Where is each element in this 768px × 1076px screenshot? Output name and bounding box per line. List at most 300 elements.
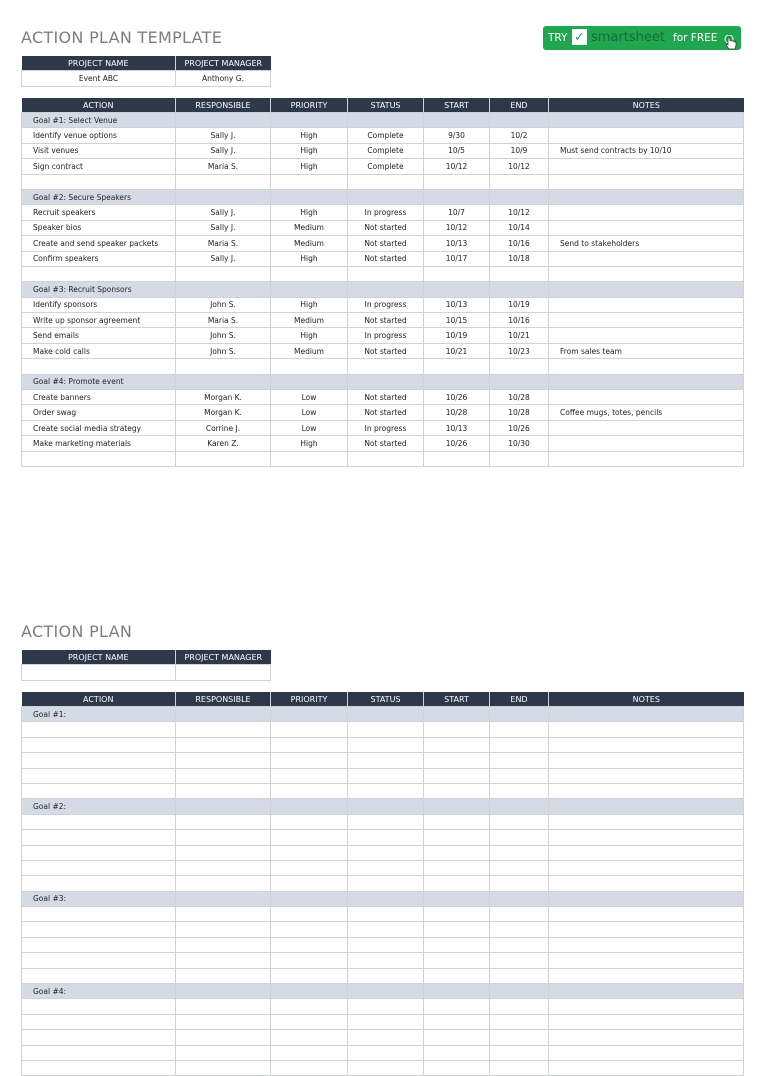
empty-cell[interactable] xyxy=(176,1014,271,1029)
goal-cell[interactable] xyxy=(424,374,490,389)
empty-cell[interactable] xyxy=(271,999,348,1014)
empty-cell[interactable] xyxy=(490,266,549,281)
status-cell[interactable]: Not started xyxy=(348,343,424,358)
empty-cell[interactable] xyxy=(549,359,744,374)
responsible-cell[interactable]: Sally J. xyxy=(176,205,271,220)
responsible-cell[interactable]: John S. xyxy=(176,297,271,312)
goal-cell[interactable] xyxy=(549,374,744,389)
empty-cell[interactable] xyxy=(490,768,549,783)
empty-cell[interactable] xyxy=(424,814,490,829)
empty-cell[interactable] xyxy=(22,722,176,737)
end-cell[interactable]: 10/19 xyxy=(490,297,549,312)
empty-cell[interactable] xyxy=(176,876,271,891)
goal-cell[interactable] xyxy=(424,707,490,722)
empty-cell[interactable] xyxy=(176,783,271,798)
notes-cell[interactable] xyxy=(549,220,744,235)
start-cell[interactable]: 10/26 xyxy=(424,390,490,405)
empty-cell[interactable] xyxy=(271,922,348,937)
empty-cell[interactable] xyxy=(549,937,744,952)
empty-cell[interactable] xyxy=(271,1045,348,1060)
empty-cell[interactable] xyxy=(176,722,271,737)
goal-cell[interactable] xyxy=(271,707,348,722)
goal-cell[interactable] xyxy=(176,984,271,999)
notes-cell[interactable] xyxy=(549,436,744,451)
end-cell[interactable]: 10/28 xyxy=(490,390,549,405)
empty-cell[interactable] xyxy=(271,876,348,891)
empty-cell[interactable] xyxy=(176,359,271,374)
project-manager-value[interactable]: Anthony G. xyxy=(176,71,271,87)
start-cell[interactable]: 10/7 xyxy=(424,205,490,220)
status-cell[interactable]: Not started xyxy=(348,251,424,266)
empty-cell[interactable] xyxy=(271,174,348,189)
empty-cell[interactable] xyxy=(271,737,348,752)
goal-cell[interactable] xyxy=(348,113,424,128)
end-cell[interactable]: 10/12 xyxy=(490,159,549,174)
action-cell[interactable]: Make marketing materials xyxy=(22,436,176,451)
start-cell[interactable]: 10/28 xyxy=(424,405,490,420)
goal-cell[interactable] xyxy=(271,374,348,389)
notes-cell[interactable] xyxy=(549,128,744,143)
empty-cell[interactable] xyxy=(348,1060,424,1075)
empty-cell[interactable] xyxy=(424,1014,490,1029)
start-cell[interactable]: 10/17 xyxy=(424,251,490,266)
empty-cell[interactable] xyxy=(22,768,176,783)
empty-cell[interactable] xyxy=(424,722,490,737)
goal-title[interactable]: Goal #3: xyxy=(22,891,176,906)
empty-cell[interactable] xyxy=(271,359,348,374)
empty-cell[interactable] xyxy=(271,1060,348,1075)
priority-cell[interactable]: High xyxy=(271,328,348,343)
goal-cell[interactable] xyxy=(271,799,348,814)
start-cell[interactable]: 10/13 xyxy=(424,236,490,251)
empty-cell[interactable] xyxy=(424,830,490,845)
priority-cell[interactable]: Low xyxy=(271,405,348,420)
empty-cell[interactable] xyxy=(176,1030,271,1045)
empty-cell[interactable] xyxy=(22,907,176,922)
goal-cell[interactable] xyxy=(271,984,348,999)
empty-cell[interactable] xyxy=(22,753,176,768)
blank-project-manager-value[interactable] xyxy=(176,665,271,681)
empty-cell[interactable] xyxy=(490,1014,549,1029)
empty-cell[interactable] xyxy=(271,783,348,798)
goal-cell[interactable] xyxy=(490,374,549,389)
empty-cell[interactable] xyxy=(176,768,271,783)
empty-cell[interactable] xyxy=(490,922,549,937)
empty-cell[interactable] xyxy=(22,876,176,891)
empty-cell[interactable] xyxy=(490,860,549,875)
empty-cell[interactable] xyxy=(22,937,176,952)
priority-cell[interactable]: Low xyxy=(271,390,348,405)
empty-cell[interactable] xyxy=(22,266,176,281)
empty-cell[interactable] xyxy=(490,783,549,798)
empty-cell[interactable] xyxy=(271,937,348,952)
priority-cell[interactable]: Medium xyxy=(271,236,348,251)
goal-cell[interactable] xyxy=(176,282,271,297)
goal-cell[interactable] xyxy=(348,984,424,999)
goal-title[interactable]: Goal #3: Recruit Sponsors xyxy=(22,282,176,297)
empty-cell[interactable] xyxy=(424,753,490,768)
action-cell[interactable]: Confirm speakers xyxy=(22,251,176,266)
empty-cell[interactable] xyxy=(424,737,490,752)
notes-cell[interactable]: From sales team xyxy=(549,343,744,358)
status-cell[interactable]: Complete xyxy=(348,159,424,174)
empty-cell[interactable] xyxy=(549,814,744,829)
goal-cell[interactable] xyxy=(271,282,348,297)
empty-cell[interactable] xyxy=(22,783,176,798)
notes-cell[interactable] xyxy=(549,390,744,405)
start-cell[interactable]: 10/12 xyxy=(424,159,490,174)
goal-title[interactable]: Goal #2: xyxy=(22,799,176,814)
goal-cell[interactable] xyxy=(549,984,744,999)
action-cell[interactable]: Recruit speakers xyxy=(22,205,176,220)
priority-cell[interactable]: Medium xyxy=(271,313,348,328)
status-cell[interactable]: Not started xyxy=(348,220,424,235)
empty-cell[interactable] xyxy=(348,922,424,937)
empty-cell[interactable] xyxy=(176,907,271,922)
start-cell[interactable]: 9/30 xyxy=(424,128,490,143)
empty-cell[interactable] xyxy=(549,860,744,875)
empty-cell[interactable] xyxy=(490,830,549,845)
start-cell[interactable]: 10/13 xyxy=(424,420,490,435)
empty-cell[interactable] xyxy=(348,860,424,875)
goal-cell[interactable] xyxy=(490,113,549,128)
priority-cell[interactable]: High xyxy=(271,159,348,174)
empty-cell[interactable] xyxy=(271,451,348,466)
empty-cell[interactable] xyxy=(22,953,176,968)
empty-cell[interactable] xyxy=(549,922,744,937)
start-cell[interactable]: 10/13 xyxy=(424,297,490,312)
empty-cell[interactable] xyxy=(549,907,744,922)
blank-project-name-value[interactable] xyxy=(22,665,176,681)
empty-cell[interactable] xyxy=(176,1060,271,1075)
empty-cell[interactable] xyxy=(549,876,744,891)
goal-cell[interactable] xyxy=(271,891,348,906)
empty-cell[interactable] xyxy=(348,814,424,829)
notes-cell[interactable] xyxy=(549,420,744,435)
empty-cell[interactable] xyxy=(176,753,271,768)
goal-cell[interactable] xyxy=(549,891,744,906)
action-cell[interactable]: Create banners xyxy=(22,390,176,405)
empty-cell[interactable] xyxy=(424,1030,490,1045)
goal-cell[interactable] xyxy=(176,707,271,722)
empty-cell[interactable] xyxy=(424,999,490,1014)
empty-cell[interactable] xyxy=(348,830,424,845)
empty-cell[interactable] xyxy=(271,830,348,845)
empty-cell[interactable] xyxy=(348,953,424,968)
empty-cell[interactable] xyxy=(424,1060,490,1075)
empty-cell[interactable] xyxy=(490,753,549,768)
empty-cell[interactable] xyxy=(549,953,744,968)
priority-cell[interactable]: High xyxy=(271,205,348,220)
empty-cell[interactable] xyxy=(549,999,744,1014)
empty-cell[interactable] xyxy=(176,922,271,937)
empty-cell[interactable] xyxy=(348,999,424,1014)
goal-cell[interactable] xyxy=(549,707,744,722)
empty-cell[interactable] xyxy=(549,1014,744,1029)
empty-cell[interactable] xyxy=(348,845,424,860)
goal-cell[interactable] xyxy=(176,799,271,814)
empty-cell[interactable] xyxy=(176,953,271,968)
empty-cell[interactable] xyxy=(22,922,176,937)
responsible-cell[interactable]: Maria S. xyxy=(176,313,271,328)
start-cell[interactable]: 10/26 xyxy=(424,436,490,451)
empty-cell[interactable] xyxy=(424,953,490,968)
start-cell[interactable]: 10/5 xyxy=(424,143,490,158)
status-cell[interactable]: Not started xyxy=(348,436,424,451)
goal-cell[interactable] xyxy=(424,189,490,204)
empty-cell[interactable] xyxy=(424,266,490,281)
goal-title[interactable]: Goal #4: xyxy=(22,984,176,999)
empty-cell[interactable] xyxy=(490,968,549,983)
empty-cell[interactable] xyxy=(271,953,348,968)
end-cell[interactable]: 10/23 xyxy=(490,343,549,358)
action-cell[interactable]: Visit venues xyxy=(22,143,176,158)
priority-cell[interactable]: High xyxy=(271,128,348,143)
empty-cell[interactable] xyxy=(348,359,424,374)
empty-cell[interactable] xyxy=(348,1014,424,1029)
empty-cell[interactable] xyxy=(22,860,176,875)
empty-cell[interactable] xyxy=(424,1045,490,1060)
empty-cell[interactable] xyxy=(271,266,348,281)
responsible-cell[interactable]: Sally J. xyxy=(176,128,271,143)
status-cell[interactable]: In progress xyxy=(348,297,424,312)
empty-cell[interactable] xyxy=(424,845,490,860)
priority-cell[interactable]: Medium xyxy=(271,220,348,235)
status-cell[interactable]: In progress xyxy=(348,205,424,220)
goal-cell[interactable] xyxy=(176,189,271,204)
empty-cell[interactable] xyxy=(348,783,424,798)
empty-cell[interactable] xyxy=(22,845,176,860)
goal-cell[interactable] xyxy=(549,282,744,297)
action-cell[interactable]: Order swag xyxy=(22,405,176,420)
empty-cell[interactable] xyxy=(549,753,744,768)
goal-cell[interactable] xyxy=(424,891,490,906)
goal-title[interactable]: Goal #1: Select Venue xyxy=(22,113,176,128)
empty-cell[interactable] xyxy=(424,768,490,783)
empty-cell[interactable] xyxy=(490,907,549,922)
empty-cell[interactable] xyxy=(348,876,424,891)
empty-cell[interactable] xyxy=(490,1045,549,1060)
responsible-cell[interactable]: Morgan K. xyxy=(176,390,271,405)
empty-cell[interactable] xyxy=(424,451,490,466)
empty-cell[interactable] xyxy=(271,860,348,875)
empty-cell[interactable] xyxy=(490,814,549,829)
empty-cell[interactable] xyxy=(424,359,490,374)
empty-cell[interactable] xyxy=(176,999,271,1014)
responsible-cell[interactable]: Sally J. xyxy=(176,143,271,158)
responsible-cell[interactable]: Maria S. xyxy=(176,159,271,174)
try-smartsheet-button[interactable] xyxy=(543,26,741,50)
responsible-cell[interactable]: Morgan K. xyxy=(176,405,271,420)
empty-cell[interactable] xyxy=(271,753,348,768)
goal-cell[interactable] xyxy=(348,707,424,722)
empty-cell[interactable] xyxy=(490,174,549,189)
status-cell[interactable]: In progress xyxy=(348,328,424,343)
notes-cell[interactable] xyxy=(549,251,744,266)
goal-cell[interactable] xyxy=(549,799,744,814)
notes-cell[interactable] xyxy=(549,313,744,328)
empty-cell[interactable] xyxy=(424,860,490,875)
notes-cell[interactable]: Coffee mugs, totes, pencils xyxy=(549,405,744,420)
empty-cell[interactable] xyxy=(424,174,490,189)
empty-cell[interactable] xyxy=(490,953,549,968)
empty-cell[interactable] xyxy=(549,783,744,798)
notes-cell[interactable] xyxy=(549,205,744,220)
status-cell[interactable]: Not started xyxy=(348,236,424,251)
empty-cell[interactable] xyxy=(348,722,424,737)
empty-cell[interactable] xyxy=(22,174,176,189)
end-cell[interactable]: 10/28 xyxy=(490,405,549,420)
goal-cell[interactable] xyxy=(271,189,348,204)
action-cell[interactable]: Create and send speaker packets xyxy=(22,236,176,251)
goal-cell[interactable] xyxy=(424,113,490,128)
empty-cell[interactable] xyxy=(271,768,348,783)
empty-cell[interactable] xyxy=(424,907,490,922)
empty-cell[interactable] xyxy=(549,266,744,281)
empty-cell[interactable] xyxy=(22,737,176,752)
empty-cell[interactable] xyxy=(271,968,348,983)
action-cell[interactable]: Identify sponsors xyxy=(22,297,176,312)
empty-cell[interactable] xyxy=(424,968,490,983)
empty-cell[interactable] xyxy=(490,1060,549,1075)
empty-cell[interactable] xyxy=(176,968,271,983)
status-cell[interactable]: Complete xyxy=(348,143,424,158)
end-cell[interactable]: 10/12 xyxy=(490,205,549,220)
empty-cell[interactable] xyxy=(176,814,271,829)
notes-cell[interactable]: Must send contracts by 10/10 xyxy=(549,143,744,158)
empty-cell[interactable] xyxy=(22,1030,176,1045)
empty-cell[interactable] xyxy=(549,451,744,466)
priority-cell[interactable]: High xyxy=(271,297,348,312)
empty-cell[interactable] xyxy=(549,1045,744,1060)
empty-cell[interactable] xyxy=(490,845,549,860)
empty-cell[interactable] xyxy=(271,1030,348,1045)
responsible-cell[interactable]: Corrine J. xyxy=(176,420,271,435)
priority-cell[interactable]: High xyxy=(271,251,348,266)
empty-cell[interactable] xyxy=(348,968,424,983)
empty-cell[interactable] xyxy=(348,266,424,281)
empty-cell[interactable] xyxy=(490,737,549,752)
empty-cell[interactable] xyxy=(348,737,424,752)
goal-cell[interactable] xyxy=(490,891,549,906)
priority-cell[interactable]: Low xyxy=(271,420,348,435)
goal-title[interactable]: Goal #2: Secure Speakers xyxy=(22,189,176,204)
empty-cell[interactable] xyxy=(490,876,549,891)
goal-cell[interactable] xyxy=(176,374,271,389)
notes-cell[interactable] xyxy=(549,328,744,343)
empty-cell[interactable] xyxy=(22,999,176,1014)
empty-cell[interactable] xyxy=(176,174,271,189)
responsible-cell[interactable]: Maria S. xyxy=(176,236,271,251)
empty-cell[interactable] xyxy=(22,359,176,374)
priority-cell[interactable]: High xyxy=(271,143,348,158)
end-cell[interactable]: 10/9 xyxy=(490,143,549,158)
end-cell[interactable]: 10/14 xyxy=(490,220,549,235)
action-cell[interactable]: Identify venue options xyxy=(22,128,176,143)
empty-cell[interactable] xyxy=(490,451,549,466)
responsible-cell[interactable]: John S. xyxy=(176,343,271,358)
goal-cell[interactable] xyxy=(176,113,271,128)
start-cell[interactable]: 10/15 xyxy=(424,313,490,328)
empty-cell[interactable] xyxy=(271,814,348,829)
goal-cell[interactable] xyxy=(490,799,549,814)
end-cell[interactable]: 10/2 xyxy=(490,128,549,143)
goal-cell[interactable] xyxy=(549,189,744,204)
empty-cell[interactable] xyxy=(424,937,490,952)
goal-cell[interactable] xyxy=(348,189,424,204)
empty-cell[interactable] xyxy=(176,937,271,952)
empty-cell[interactable] xyxy=(424,876,490,891)
empty-cell[interactable] xyxy=(176,1045,271,1060)
empty-cell[interactable] xyxy=(271,845,348,860)
responsible-cell[interactable]: Karen Z. xyxy=(176,436,271,451)
responsible-cell[interactable]: John S. xyxy=(176,328,271,343)
start-cell[interactable]: 10/12 xyxy=(424,220,490,235)
empty-cell[interactable] xyxy=(490,722,549,737)
empty-cell[interactable] xyxy=(22,814,176,829)
action-cell[interactable]: Create social media strategy xyxy=(22,420,176,435)
empty-cell[interactable] xyxy=(271,1014,348,1029)
empty-cell[interactable] xyxy=(549,737,744,752)
priority-cell[interactable]: High xyxy=(271,436,348,451)
empty-cell[interactable] xyxy=(348,451,424,466)
start-cell[interactable]: 10/19 xyxy=(424,328,490,343)
project-name-value[interactable]: Event ABC xyxy=(22,71,176,87)
empty-cell[interactable] xyxy=(176,830,271,845)
empty-cell[interactable] xyxy=(348,937,424,952)
end-cell[interactable]: 10/16 xyxy=(490,313,549,328)
start-cell[interactable]: 10/21 xyxy=(424,343,490,358)
empty-cell[interactable] xyxy=(424,922,490,937)
end-cell[interactable]: 10/16 xyxy=(490,236,549,251)
end-cell[interactable]: 10/18 xyxy=(490,251,549,266)
goal-cell[interactable] xyxy=(348,799,424,814)
goal-cell[interactable] xyxy=(424,984,490,999)
empty-cell[interactable] xyxy=(176,737,271,752)
priority-cell[interactable]: Medium xyxy=(271,343,348,358)
empty-cell[interactable] xyxy=(271,722,348,737)
goal-cell[interactable] xyxy=(549,113,744,128)
goal-title[interactable]: Goal #1: xyxy=(22,707,176,722)
notes-cell[interactable] xyxy=(549,159,744,174)
empty-cell[interactable] xyxy=(549,722,744,737)
action-cell[interactable]: Speaker bios xyxy=(22,220,176,235)
empty-cell[interactable] xyxy=(22,1045,176,1060)
end-cell[interactable]: 10/21 xyxy=(490,328,549,343)
goal-cell[interactable] xyxy=(424,799,490,814)
empty-cell[interactable] xyxy=(22,451,176,466)
empty-cell[interactable] xyxy=(348,1030,424,1045)
empty-cell[interactable] xyxy=(549,845,744,860)
empty-cell[interactable] xyxy=(22,968,176,983)
empty-cell[interactable] xyxy=(490,937,549,952)
responsible-cell[interactable]: Sally J. xyxy=(176,220,271,235)
notes-cell[interactable]: Send to stakeholders xyxy=(549,236,744,251)
goal-cell[interactable] xyxy=(348,282,424,297)
empty-cell[interactable] xyxy=(549,968,744,983)
empty-cell[interactable] xyxy=(348,174,424,189)
empty-cell[interactable] xyxy=(176,266,271,281)
empty-cell[interactable] xyxy=(348,768,424,783)
empty-cell[interactable] xyxy=(348,753,424,768)
action-cell[interactable]: Sign contract xyxy=(22,159,176,174)
empty-cell[interactable] xyxy=(549,768,744,783)
empty-cell[interactable] xyxy=(22,1060,176,1075)
empty-cell[interactable] xyxy=(271,907,348,922)
end-cell[interactable]: 10/26 xyxy=(490,420,549,435)
goal-cell[interactable] xyxy=(490,282,549,297)
empty-cell[interactable] xyxy=(22,830,176,845)
